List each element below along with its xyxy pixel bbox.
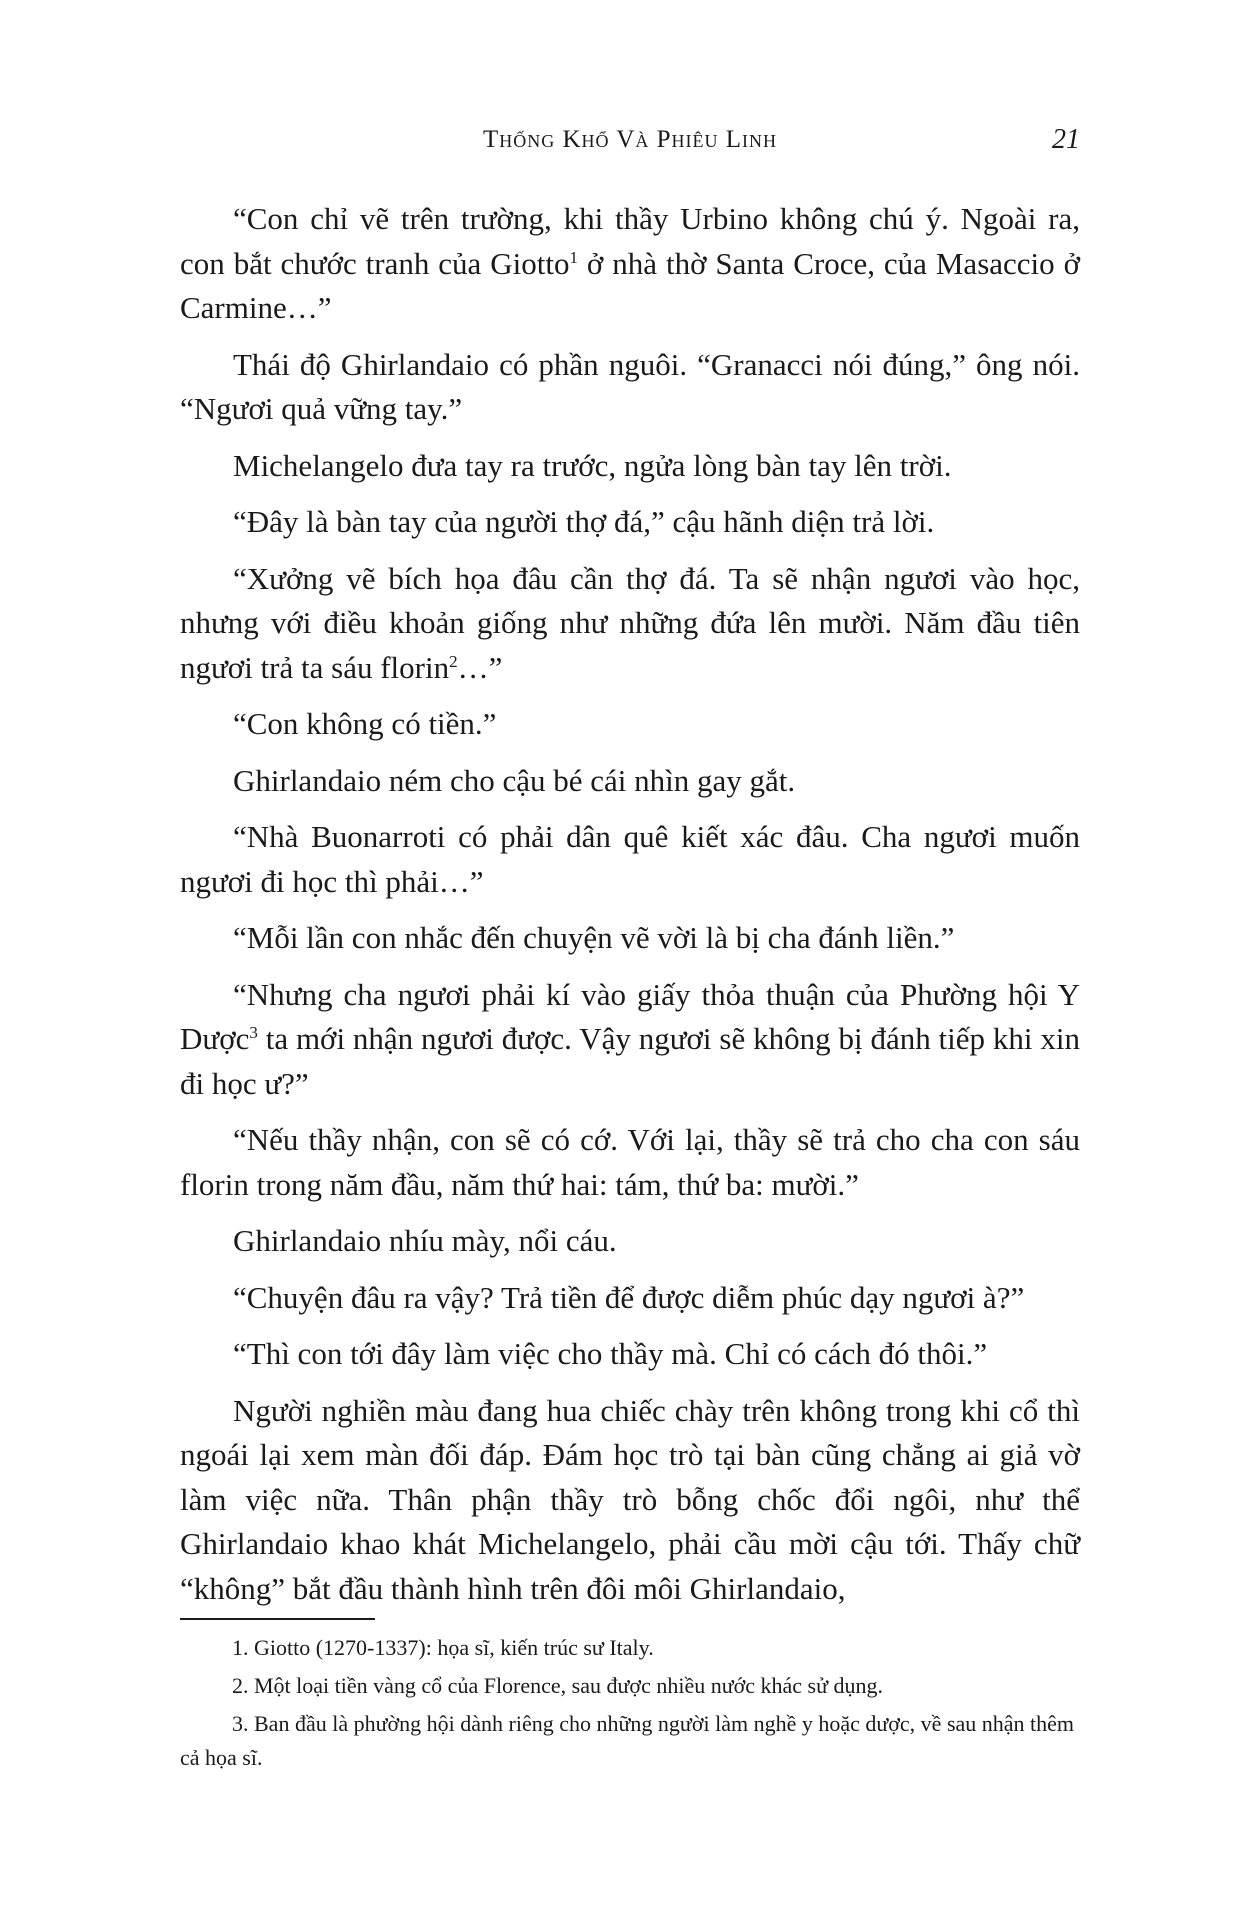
paragraph: “Con không có tiền.” (233, 706, 497, 741)
paragraph (180, 197, 1080, 331)
paragraph: “Mỗi lần con nhắc đến chuyện vẽ vời là bị cha đánh liền.” (233, 920, 955, 955)
footnote-3: 3. Ban đầu là phường hội dành riêng cho những người làm nghề y hoặc dược, về sau nhận thêm cả họa sĩ. (180, 1711, 1075, 1770)
footnote-2: 2. Một loại tiền vàng cổ của Florence, sau được nhiều nước khác sử dụng. (232, 1673, 884, 1698)
paragraph: “Nhà Buonarroti có phải dân quê kiết xác đâu. Cha ngươi muốn ngươi đi học thì phải…” (180, 819, 1080, 899)
footnote-ref-3: 3 (249, 1023, 258, 1042)
paragraph (180, 557, 1080, 691)
paragraph (180, 973, 1080, 1107)
footnote-ref-1: 1 (569, 247, 578, 267)
page-number: 21 (1052, 124, 1080, 155)
footnote-ref-2: 2 (449, 651, 458, 671)
paragraph-text: “Xưởng vẽ bích họa đâu cần thợ đá. Ta sẽ nhận ngươi vào học, nhưng với điều khoản giống như những đứa lên mười. Năm đầu tiên ngươi trả ta sáu florin (180, 560, 1080, 685)
paragraph-text: “Con chỉ vẽ trên trường, khi thầy Urbino không chú ý. Ngoài ra, con bắt chước tranh của Giotto (180, 201, 1080, 281)
footnote-divider (180, 1618, 375, 1620)
paragraph: Thái độ Ghirlandaio có phần nguôi. “Granacci nói đúng,” ông nói. “Ngươi quả vững tay.” (180, 346, 1080, 426)
paragraph: Ghirlandaio nhíu mày, nổi cáu. (233, 1223, 617, 1258)
paragraph: Người nghiền màu đang hua chiếc chày trên không trong khi cổ thì ngoái lại xem màn đối đáp. Đám học trò tại bàn cũng chẳng ai giả vờ làm việc nữa. Thân phận thầy trò bỗng chốc đổi ngôi, như thể Ghirlandaio khao khát Michelangelo, phải cầu mời cậu tới. Thấy chữ “không” bắt đầu thành hình trên đôi môi Ghirlandaio, (180, 1392, 1080, 1606)
paragraph: “Nếu thầy nhận, con sẽ có cớ. Với lại, thầy sẽ trả cho cha con sáu florin trong năm đầu, năm thứ hai: tám, thứ ba: mười.” (180, 1122, 1080, 1202)
paragraph: Michelangelo đưa tay ra trước, ngửa lòng bàn tay lên trời. (233, 447, 952, 483)
running-title: Thống Khổ Và Phiêu Linh (482, 126, 778, 153)
footnote-1: 1. Giotto (1270-1337): họa sĩ, kiến trúc sư Italy. (232, 1635, 654, 1660)
paragraph: “Chuyện đâu ra vậy? Trả tiền để được diễm phúc dạy ngươi à?” (233, 1279, 1025, 1315)
paragraph: “Thì con tới đây làm việc cho thầy mà. Chỉ có cách đó thôi.” (233, 1336, 988, 1371)
paragraph-text: …” (457, 649, 503, 685)
footnotes (180, 1631, 1080, 1779)
paragraph-text: “Nhưng cha ngươi phải kí vào giấy thỏa thuận của Phường hội Y Dược (180, 976, 1080, 1056)
body-text (180, 197, 1080, 1611)
running-header (180, 120, 1080, 160)
paragraph-text: ở nhà thờ Santa Croce, của Masaccio ở Carmine…” (180, 245, 1080, 325)
paragraph: “Đây là bàn tay của người thợ đá,” cậu hãnh diện trả lời. (233, 504, 935, 539)
paragraph: Ghirlandaio ném cho cậu bé cái nhìn gay gắt. (233, 762, 796, 798)
paragraph-text: ta mới nhận ngươi được. Vậy ngươi sẽ không bị đánh tiếp khi xin đi học ư?” (180, 1021, 1080, 1101)
